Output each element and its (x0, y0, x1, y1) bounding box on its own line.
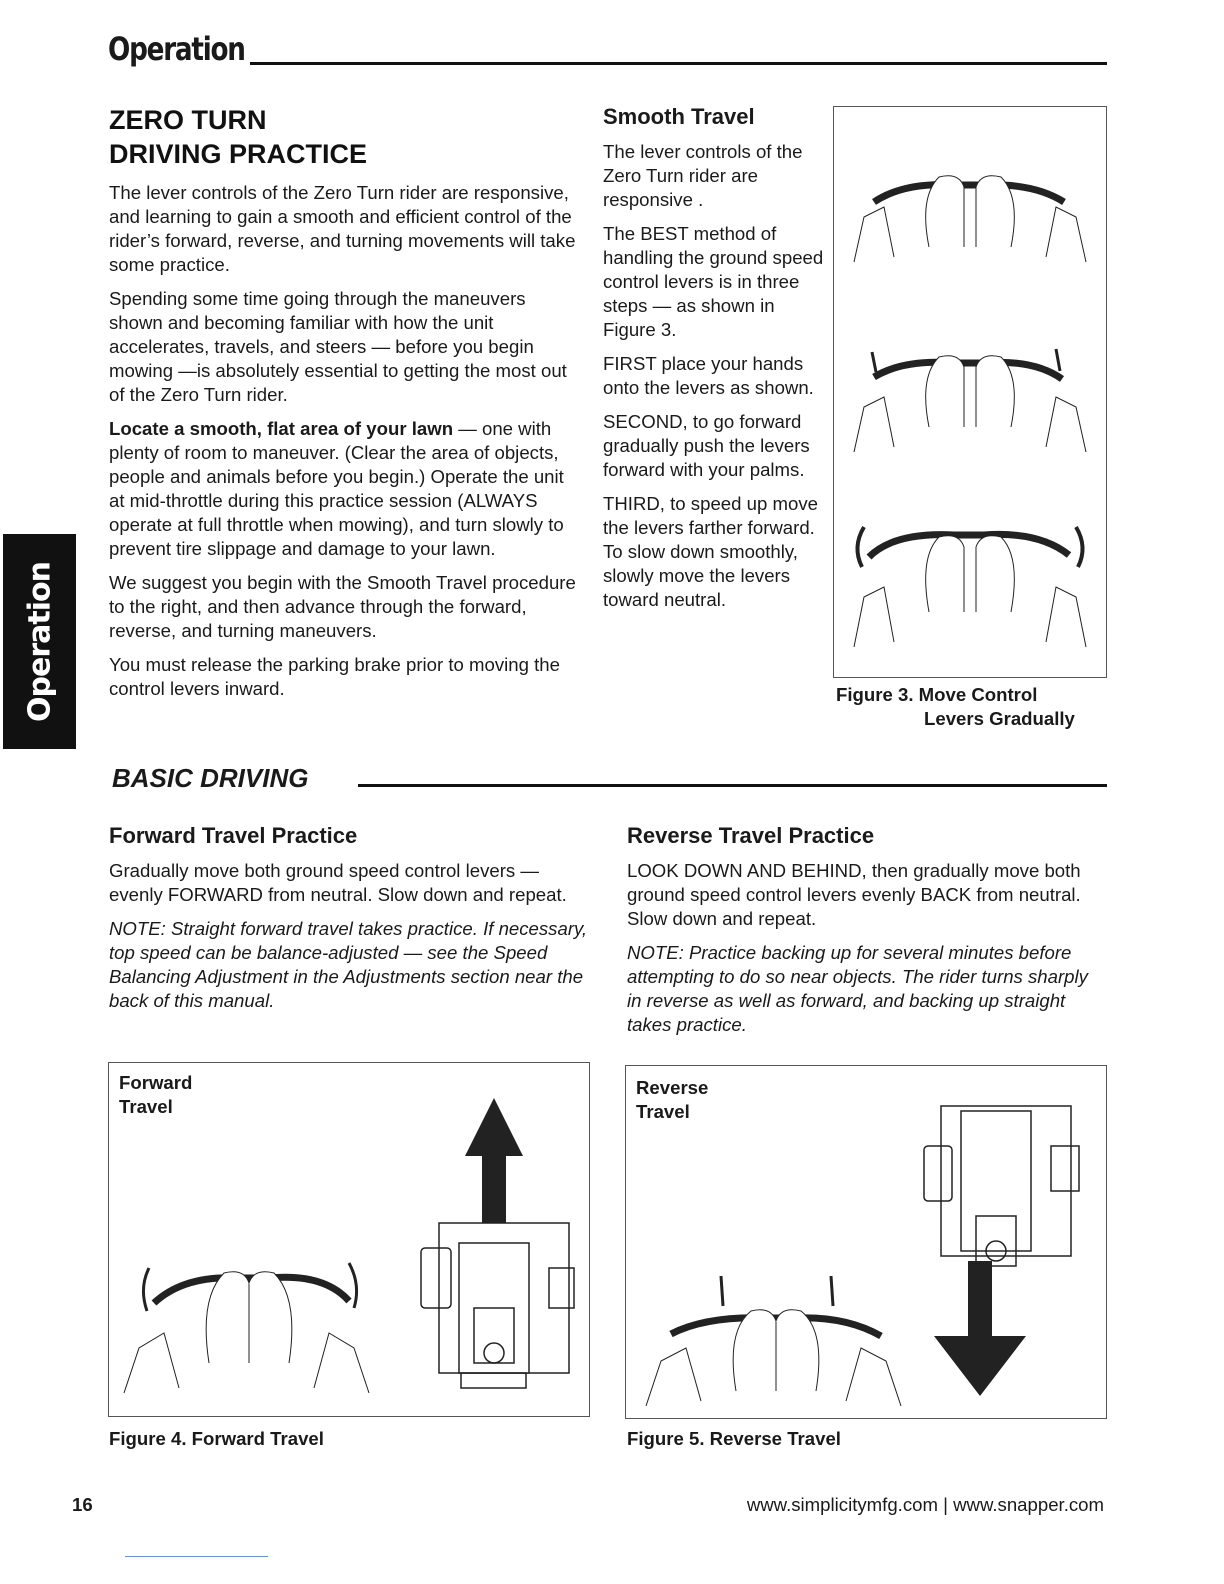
smooth-travel-p3: FIRST place your hands onto the levers as shown. (603, 353, 814, 398)
smooth-travel-p1: The lever controls of the Zero Turn rider are responsive . (603, 141, 803, 210)
figure-5-caption: Figure 5. Reverse Travel (627, 1428, 841, 1449)
figure-4-caption: Figure 4. Forward Travel (109, 1428, 324, 1449)
forward-mower-top-view (421, 1223, 574, 1388)
smooth-travel-p5: THIRD, to speed up move the levers farther forward. To slow down smoothly, slowly move the levers toward neutral. (603, 493, 818, 610)
lever-step-3 (854, 527, 1086, 647)
smooth-travel-heading: Smooth Travel (603, 104, 755, 129)
intro-section (109, 103, 584, 711)
figure-5-label-line2: Travel (636, 1101, 690, 1122)
intro-heading-line2: DRIVING PRACTICE (109, 139, 368, 169)
figure-4-label-line1: Forward (119, 1072, 193, 1093)
forward-levers (124, 1263, 369, 1393)
section-title: Operation (108, 30, 245, 68)
intro-paragraph-3-bold: Locate a smooth, flat area of your lawn (109, 418, 454, 439)
lever-step-2 (854, 349, 1086, 452)
footer-decorative-line (125, 1556, 268, 1557)
smooth-travel-p4: SECOND, to go forward gradually push the levers forward with your palms. (603, 411, 810, 480)
side-tab (3, 534, 76, 749)
intro-paragraph-4: We suggest you begin with the Smooth Travel procedure to the right, and then advance through the forward, reverse, and turning maneuvers. (109, 572, 576, 641)
reverse-arrow (934, 1261, 1026, 1396)
figure-5-label-line1: Reverse (636, 1077, 709, 1098)
intro-paragraph-3-rest: — one with plenty of room to maneuver. (Clear the area of objects, people and animals before you begin.) Operate the unit at mid-throttle during this practice session (ALWAYS operate at full throttle when mowing), and turn slowly to prevent tire slippage and damage to your lawn. (109, 418, 564, 559)
reverse-mower-top-view (924, 1106, 1079, 1266)
forward-paragraph: Gradually move both ground speed control levers — evenly FORWARD from neutral. Slow down and repeat. (109, 860, 567, 905)
forward-heading: Forward Travel Practice (109, 823, 358, 848)
reverse-paragraph: LOOK DOWN AND BEHIND, then gradually move both ground speed control levers evenly BACK from neutral. Slow down and repeat. (627, 860, 1081, 929)
figure-3-caption-line1: Figure 3. Move Control (836, 684, 1038, 705)
figure-4-label-line2: Travel (119, 1096, 173, 1117)
figure-4-illustration (109, 1063, 589, 1416)
figure-5-box (625, 1065, 1107, 1419)
forward-section (109, 823, 589, 1023)
intro-paragraph-5: You must release the parking brake prior to moving the control levers inward. (109, 654, 560, 699)
lever-step-1 (854, 176, 1086, 262)
figure-5-illustration (626, 1066, 1106, 1418)
intro-paragraph-1: The lever controls of the Zero Turn rider are responsive, and learning to gain a smooth and efficient control of the rider’s forward, reverse, and turning movements will take some practice. (109, 182, 576, 275)
basic-driving-heading: BASIC DRIVING (112, 763, 309, 793)
side-tab-label: Operation (22, 561, 57, 722)
reverse-note: NOTE: Practice backing up for several minutes before attempting to do so near objects. The rider turns sharply in reverse as well as forward, and backing up straight takes practice. (627, 942, 1088, 1035)
forward-note: NOTE: Straight forward travel takes practice. If necessary, top speed can be balance-adjusted — see the Speed Balancing Adjustment in the Adjustments section near the back of this manual. (109, 918, 588, 1011)
reverse-section (627, 823, 1107, 1047)
header-rule (250, 62, 1107, 65)
intro-heading-line1: ZERO TURN (109, 105, 267, 135)
figure-3-caption-line2: Levers Gradually (924, 708, 1075, 729)
smooth-travel-p2: The BEST method of handling the ground speed control levers is in three steps — as shown in Figure 3. (603, 223, 824, 340)
figure-3-illustration (834, 107, 1106, 677)
intro-paragraph-3 (109, 417, 584, 561)
intro-paragraph-2: Spending some time going through the maneuvers shown and becoming familiar with how the unit accelerates, travels, and steers — before you begin mowing —is absolutely essential to getting the most out of the Zero Turn rider. (109, 288, 567, 405)
basic-driving-rule (358, 784, 1107, 787)
page-number: 16 (72, 1494, 93, 1515)
reverse-heading: Reverse Travel Practice (627, 823, 875, 848)
footer-urls[interactable]: www.simplicitymfg.com | www.snapper.com (746, 1494, 1104, 1515)
figure-3-box (833, 106, 1107, 678)
figure-4-box (108, 1062, 590, 1417)
smooth-travel-section (603, 104, 831, 622)
reverse-levers (646, 1276, 901, 1406)
